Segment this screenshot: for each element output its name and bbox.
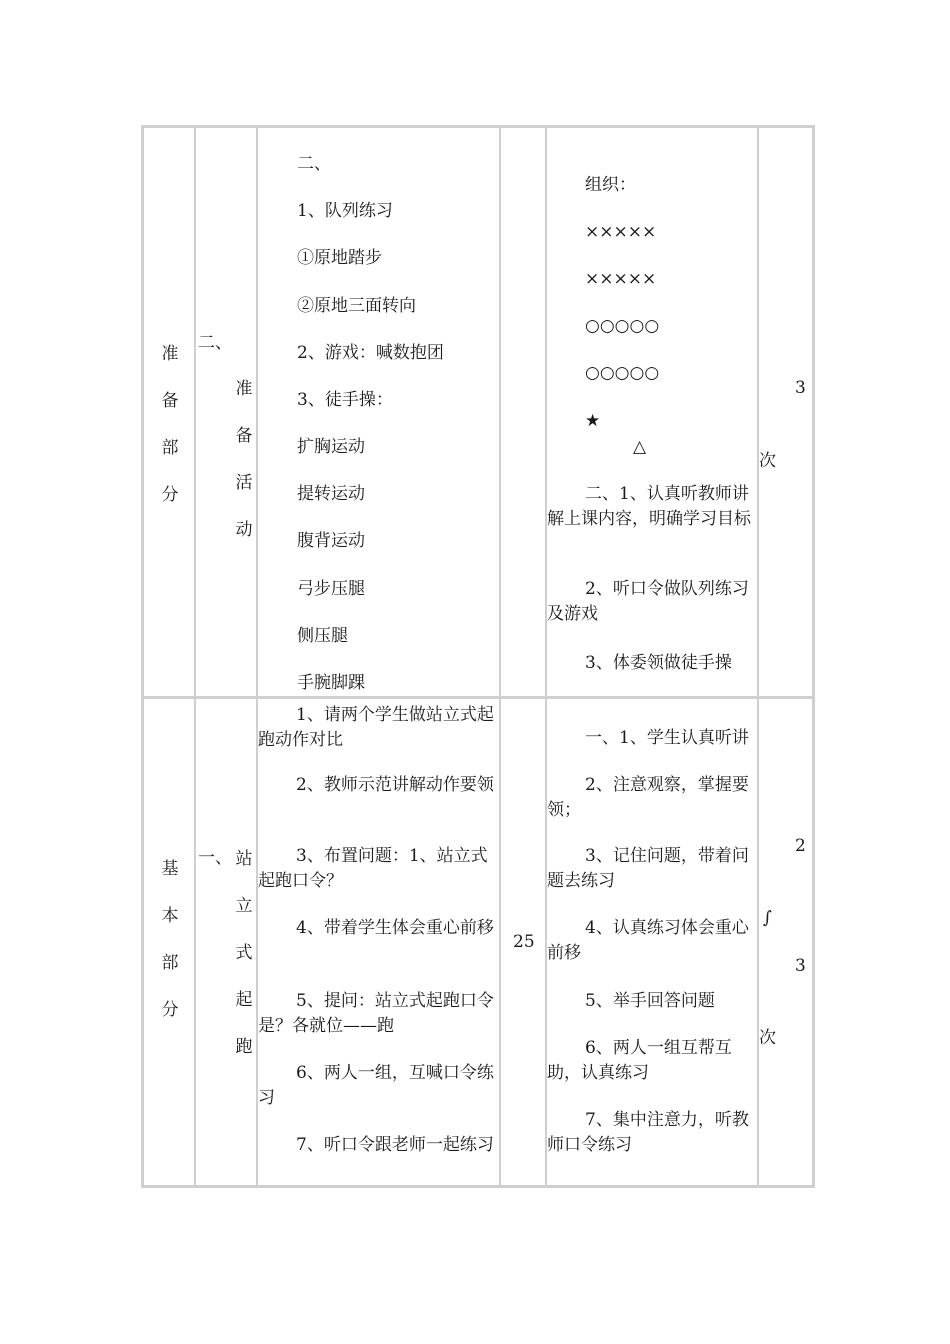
student-activity: 二、1、认真听教师讲解上课内容，明确学习目标 <box>547 484 751 529</box>
section-char: 分 <box>161 1000 179 1020</box>
content-line: 扩胸运动 <box>297 437 365 457</box>
basic-reps-from: 2 <box>795 836 806 856</box>
content-line: 7、听口令跟老师一起练习 <box>296 1135 494 1155</box>
content-line: 腹背运动 <box>297 531 365 551</box>
item-char: 式 <box>235 943 253 963</box>
content-line: 弓步压腿 <box>297 579 365 599</box>
content-line: 2、游戏：喊数抱团 <box>297 343 444 363</box>
item-char: 起 <box>235 990 253 1010</box>
prep-section-label <box>160 331 180 519</box>
section-char: 基 <box>161 859 179 879</box>
section-char: 准 <box>161 344 179 364</box>
content-line: ①原地踏步 <box>297 248 382 268</box>
basic-time: 25 <box>513 932 535 952</box>
content-line: 二、 <box>297 154 331 174</box>
section-char: 本 <box>161 906 179 926</box>
content-line: 3、徒手操： <box>297 390 393 410</box>
prep-item-label <box>234 366 254 554</box>
student-activity: 6、两人一组互帮互助，认真练习 <box>547 1038 732 1083</box>
basic-reps-unit: 次 <box>759 1028 776 1048</box>
item-char: 站 <box>235 849 253 869</box>
student-activity: 2、注意观察，掌握要领； <box>547 775 749 820</box>
triangle-marker: △ <box>633 437 647 457</box>
formation-row: ○○○○○ <box>585 316 660 336</box>
section-char: 备 <box>161 391 179 411</box>
student-activity: 3、体委领做徒手操 <box>585 653 732 673</box>
item-char: 备 <box>235 426 253 446</box>
row-divider <box>141 696 815 699</box>
item-char: 准 <box>235 379 253 399</box>
item-char: 跑 <box>235 1037 253 1057</box>
content-line: 4、带着学生体会重心前移 <box>296 918 494 938</box>
content-line: 2、教师示范讲解动作要领 <box>296 775 494 795</box>
item-char: 动 <box>235 520 253 540</box>
student-activity: 2、听口令做队列练习及游戏 <box>547 579 749 624</box>
content-line: 1、队列练习 <box>297 201 393 221</box>
section-char: 部 <box>161 953 179 973</box>
content-line: 侧压腿 <box>297 626 348 646</box>
prep-reps-number: 3 <box>795 378 806 398</box>
content-line: ②原地三面转向 <box>297 296 416 316</box>
content-line: 提转运动 <box>297 484 365 504</box>
item-char: 活 <box>235 473 253 493</box>
student-activity: 一、1、学生认真听讲 <box>585 728 749 748</box>
formation-row: ○○○○○ <box>585 363 660 383</box>
student-activity: 7、集中注意力，听教师口令练习 <box>547 1110 749 1155</box>
col-divider <box>499 125 501 1188</box>
prep-reps-unit: 次 <box>759 451 776 471</box>
basic-item-number: 一、 <box>198 848 232 868</box>
basic-section-label <box>160 846 180 1034</box>
content-line: 手腕脚踝 <box>297 673 365 693</box>
content-line: 5、提问：站立式起跑口令是？各就位——跑 <box>258 991 494 1036</box>
basic-reps-to: 3 <box>795 956 806 976</box>
formation-row: ××××× <box>585 222 657 242</box>
org-label: 组织： <box>585 175 636 195</box>
student-activity: 3、记住问题，带着问题去练习 <box>547 846 749 891</box>
section-char: 分 <box>161 485 179 505</box>
content-line: 1、请两个学生做站立式起跑动作对比 <box>258 705 494 750</box>
content-line: 6、两人一组，互喊口令练习 <box>258 1063 494 1108</box>
formation-row: ××××× <box>585 269 657 289</box>
student-activity: 4、认真练习体会重心前移 <box>547 918 749 963</box>
section-char: 部 <box>161 438 179 458</box>
col-divider <box>194 125 196 1188</box>
item-char: 立 <box>235 896 253 916</box>
student-activity: 5、举手回答问题 <box>585 991 715 1011</box>
basic-item-label <box>234 836 254 1071</box>
teacher-star-icon: ★ <box>585 411 601 431</box>
content-line: 3、布置问题：1、站立式起跑口令？ <box>258 846 488 891</box>
basic-reps-separator: ∫ <box>763 908 772 928</box>
prep-item-number: 二、 <box>198 333 232 353</box>
